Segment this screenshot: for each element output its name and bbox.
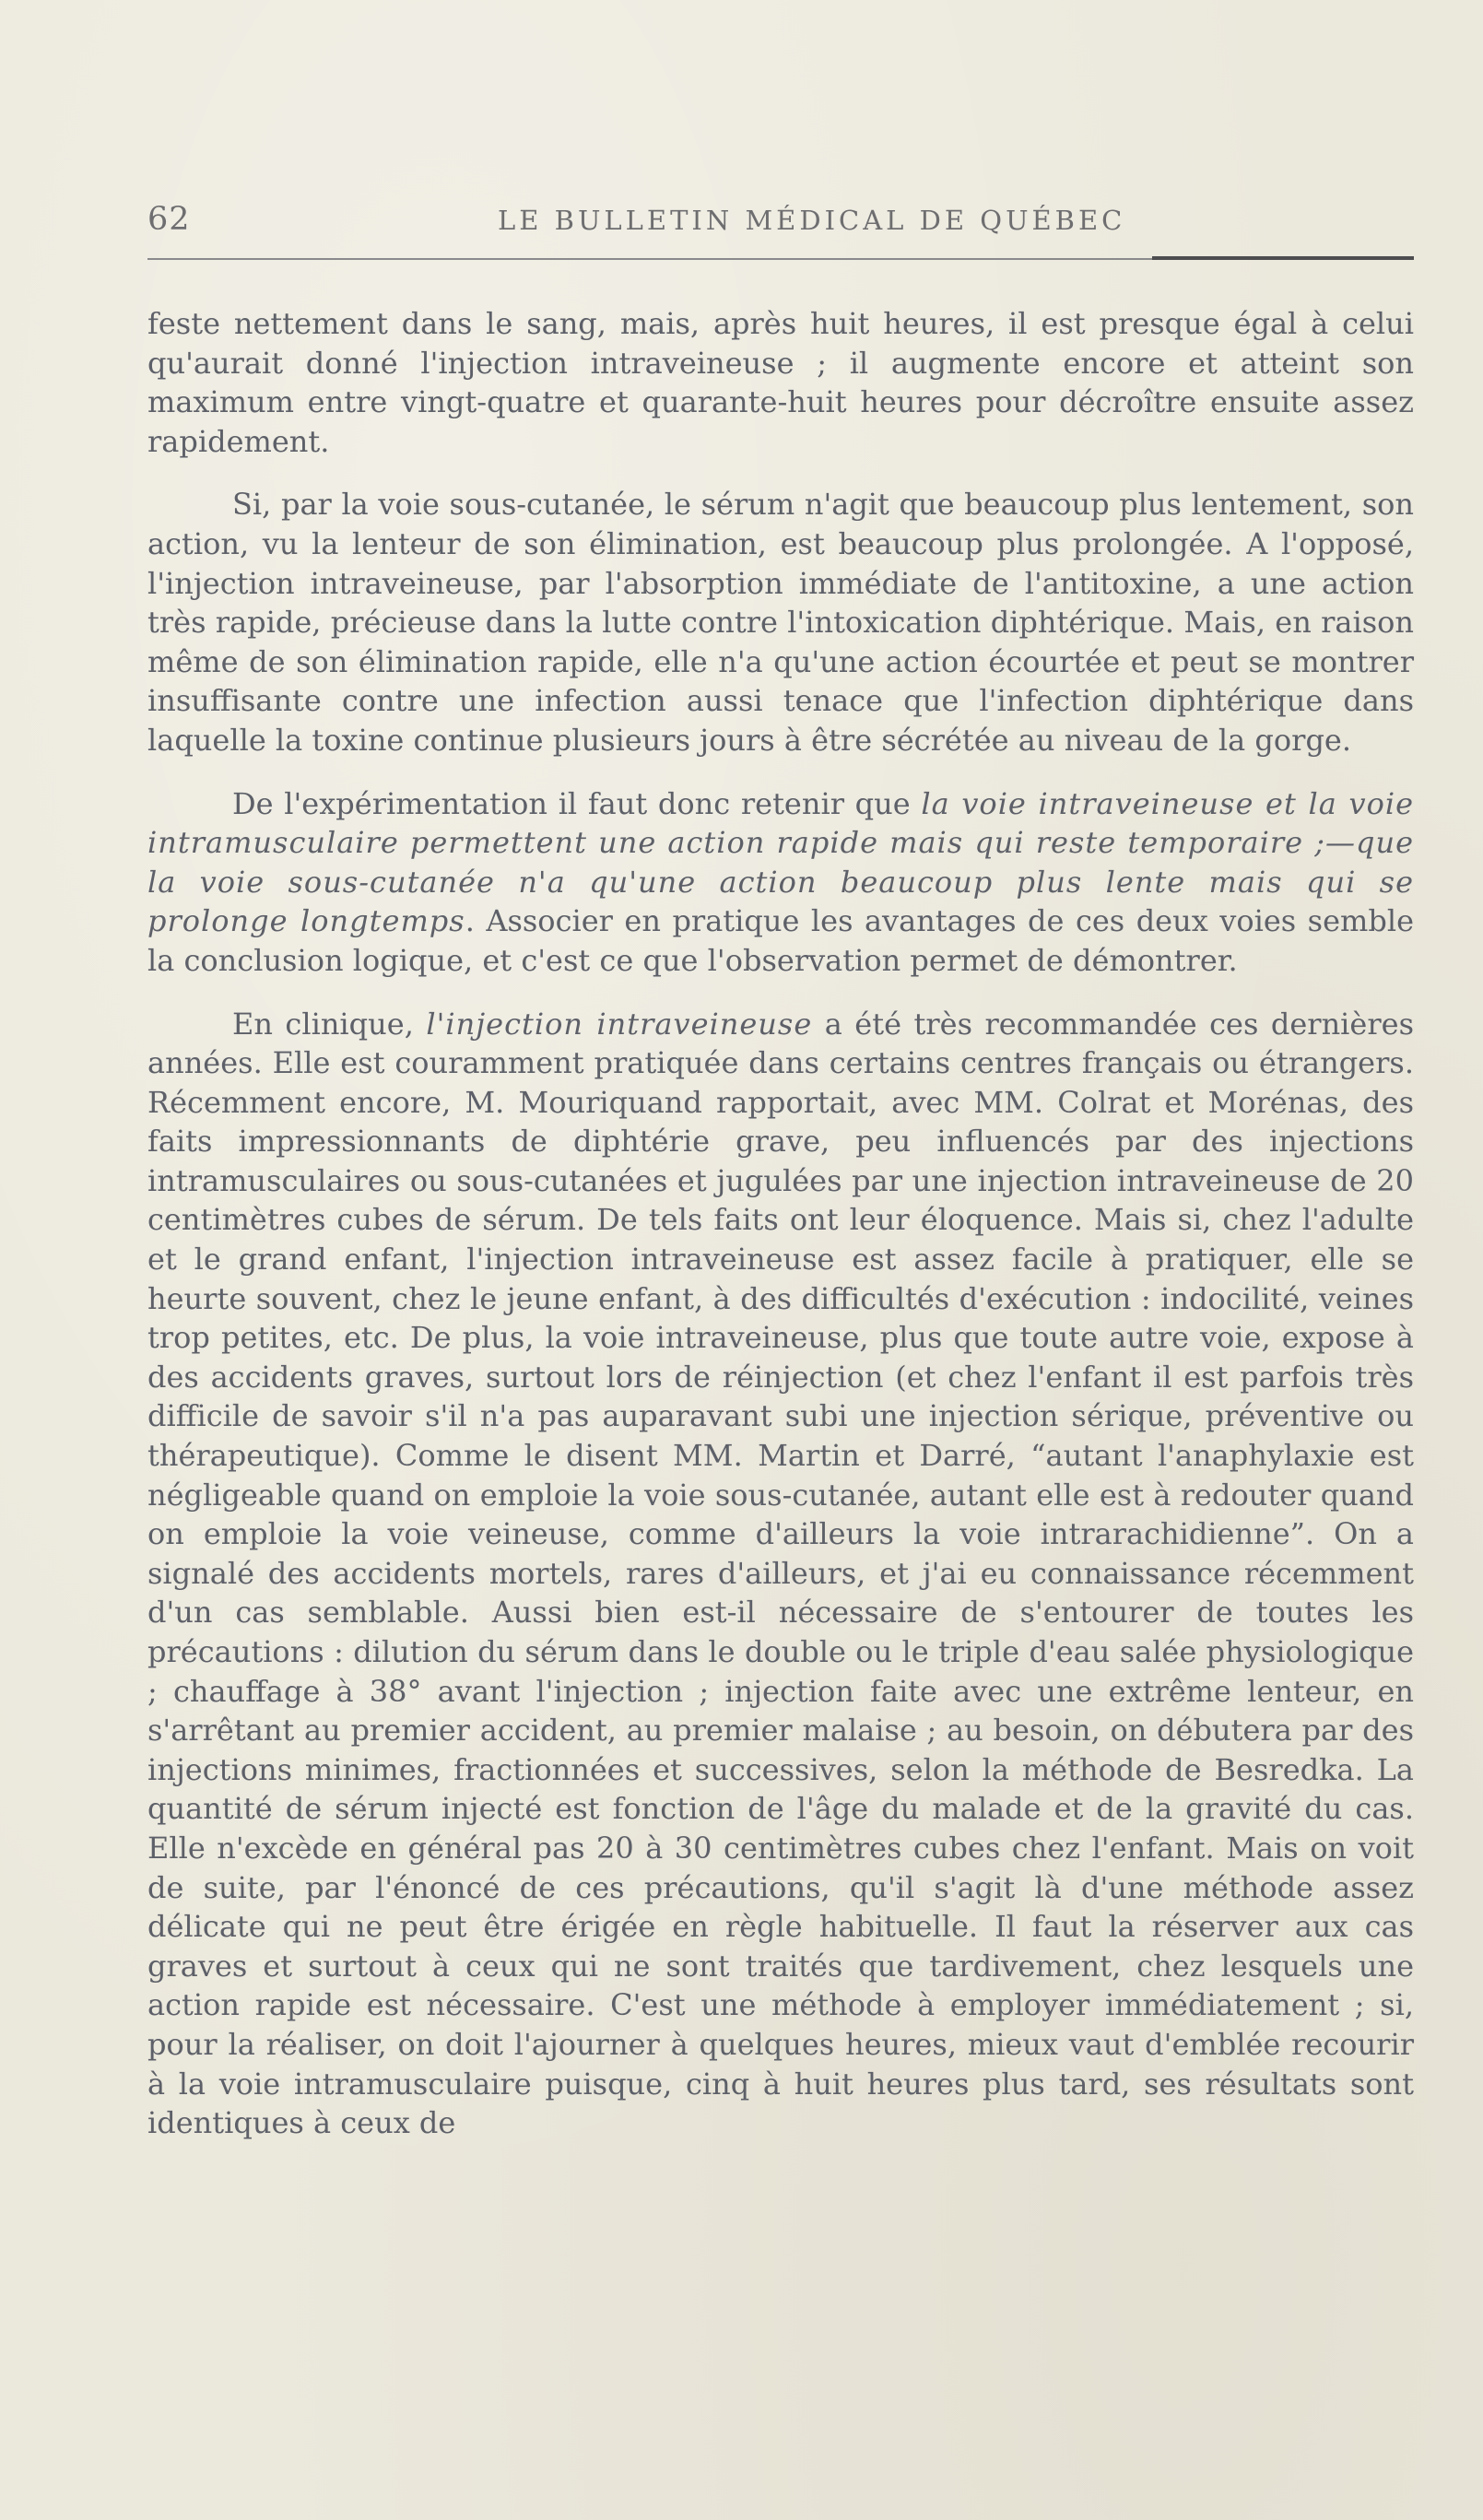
page-header (147, 201, 1414, 247)
paragraph-4-rest: a été très recommandée ces dernières années. Elle est couramment pratiquée dans certains centres français ou étrangers. Récemment encore, M. Mouriquand rapportait, avec MM. Colrat et Morénas, des faits impressionnants de diphtérie grave, peu influencés par des injections intramusculaires ou sous-cutanées et jugulées par une injection intraveineuse de 20 centimètres cubes de sérum. De tels faits ont leur éloquence. Mais si, chez l'adulte et le grand enfant, l'injection intraveineuse est assez facile à pratiquer, elle se heurte souvent, chez le jeune enfant, à des difficultés d'exécution : indocilité, veines trop petites, etc. De plus, la voie intraveineuse, plus que toute autre voie, expose à des accidents graves, surtout lors de réinjection (et chez l'enfant il est parfois très difficile de savoir s'il n'a pas auparavant subi une injection sérique, préventive ou thérapeutique). Comme le disent MM. Martin et Darré, “autant l'anaphylaxie est négligeable quand on emploie la voie sous-cutanée, autant elle est à redouter quand on emploie la voie veineuse, comme d'ailleurs la voie intrarachidienne”. On a signalé des accidents mortels, rares d'ailleurs, et j'ai eu connaissance récemment d'un cas semblable. Aussi bien est-il nécessaire de s'entourer de toutes les précautions : dilution du sérum dans le double ou le triple d'eau salée physiologique ; chauffage à 38° avant l'injection ; injection faite avec une extrême lenteur, en s'arrêtant au premier accident, au premier malaise ; au besoin, on débutera par des injections minimes, fractionnées et successives, selon la méthode de Besredka. La quantité de sérum injecté est fonction de l'âge du malade et de la gravité du cas. Elle n'excède en général pas 20 à 30 centimètres cubes chez l'enfant. Mais on voit de suite, par l'énoncé de ces précautions, qu'il s'agit là d'une méthode assez délicate qui ne peut être érigée en règle habituelle. Il faut la réserver aux cas graves et surtout à ceux qui ne sont traités que tardivement, chez lesquels une action rapide est nécessaire. C'est une méthode à employer immédiatement ; si, pour la réaliser, on doit l'ajourner à quelques heures, mieux vaut d'emblée recourir à la voie intramusculaire puisque, cinq à huit heures plus tard, ses résultats sont identiques à ceux de (147, 1006, 1415, 2141)
paragraph-3-rest: . Associer en pratique les avantages de ces deux voies semble la conclusion logique, et c'est ce que l'observation permet de démontrer. (147, 903, 1415, 978)
paragraph-2: Si, par la voie sous-cutanée, le sérum n'agit que beaucoup plus lentement, son action, vu la lenteur de son élimination, est beaucoup plus prolongée. A l'opposé, l'injection intraveineuse, par l'absorption immédiate de l'antitoxine, a une action très rapide, précieuse dans la lutte contre l'intoxication diphtérique. Mais, en raison même de son élimination rapide, elle n'a qu'une action écourtée et peut se montrer insuffisante contre une infection aussi tenace que l'infection diphtérique dans laquelle la toxine continue plusieurs jours à être sécrétée au niveau de la gorge. (147, 487, 1414, 758)
paragraph-4-emphasis: l'injection intraveineuse (426, 1006, 813, 1042)
paragraph-3-lead: De l'expérimentation il faut donc retenir que (232, 785, 922, 821)
body-text (147, 304, 1414, 2167)
paragraph-4-lead: En clinique, (232, 1006, 427, 1042)
page-number: 62 (147, 201, 191, 238)
paragraph-1: feste nettement dans le sang, mais, après huit heures, il est presque égal à celui qu'aurait donné l'injection intraveineuse ; il augmente encore et atteint son maximum entre vingt-quatre et quarante-huit heures pour décroître ensuite assez rapidement. (147, 306, 1414, 459)
paragraph-3-emphasis: la voie intraveineuse et la voie intramusculaire permettent une action rapide mais qui reste temporaire ;—que la voie sous-cutanée n'a qu'une action beaucoup plus lente mais qui se prolonge longtemps (147, 785, 1415, 939)
paragraph-4 (147, 1005, 1414, 2143)
paragraph-3 (147, 784, 1414, 981)
running-title: LE BULLETIN MÉDICAL DE QUÉBEC (498, 205, 1126, 236)
header-rule-accent (1152, 256, 1414, 260)
